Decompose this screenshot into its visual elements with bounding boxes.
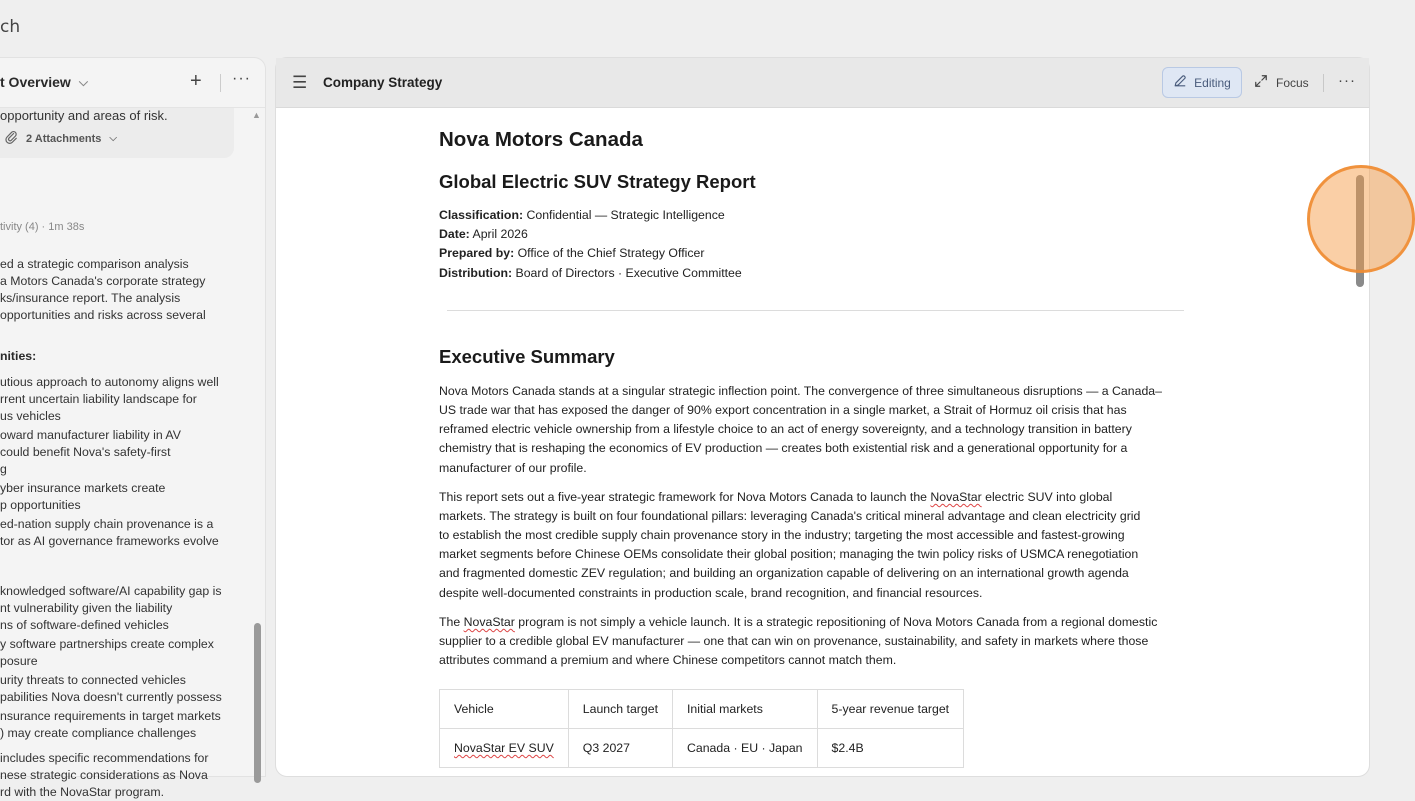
cell-text: NovaStar EV SUV xyxy=(454,741,554,755)
report-title: Global Electric SUV Strategy Report xyxy=(439,171,756,192)
table-cell[interactable]: Q3 2027 xyxy=(568,729,672,768)
document-title: Company Strategy xyxy=(323,75,443,90)
company-heading: Nova Motors Canada xyxy=(439,128,643,151)
response-line: oward manufacturer liability in AV xyxy=(0,428,181,442)
paragraph-line: reframed electric vehicle ownership from a lifestyle choice to an act of energy sovereignty, and a technology transition in battery xyxy=(439,422,1132,436)
more-options-icon[interactable]: ··· xyxy=(232,70,251,87)
add-icon[interactable]: + xyxy=(190,70,202,92)
paragraph-line: and fragmented domestic ZEV regulation; and building an organization capable of delivering on an international growth agenda xyxy=(439,566,1129,580)
response-line: could benefit Nova's safety-first xyxy=(0,445,171,459)
pencil-icon xyxy=(1173,74,1187,91)
text-run: This report sets out a five-year strategic framework for Nova Motors Canada to launch the xyxy=(439,490,931,504)
response-line: a Motors Canada's corporate strategy xyxy=(0,274,206,288)
paragraph-line: markets. The strategy is built on four foundational pillars: leveraging Canada's critical mineral advantage and clean electricity grid xyxy=(439,509,1141,523)
meta-label: Date: xyxy=(439,227,470,241)
launch-table[interactable] xyxy=(439,689,964,768)
scroll-up-arrow-icon[interactable]: ▲ xyxy=(252,110,261,120)
meta-value: Confidential — Strategic Intelligence xyxy=(523,208,725,222)
conversation-body xyxy=(0,108,265,799)
response-line: pabilities Nova doesn't currently possess xyxy=(0,690,222,704)
meta-distribution xyxy=(439,266,742,280)
editing-label: Editing xyxy=(1194,75,1231,90)
section-heading: Executive Summary xyxy=(439,346,615,367)
paragraph-line: attributes command a premium and where Chinese competitors cannot match them. xyxy=(439,653,897,667)
cursor-highlight xyxy=(1307,165,1415,273)
meta-classification xyxy=(439,208,725,222)
conversation-panel xyxy=(0,57,266,799)
meta-prepared-by xyxy=(439,246,704,260)
conversation-header xyxy=(0,58,265,108)
user-message-card xyxy=(0,108,234,158)
expand-icon xyxy=(1254,74,1268,91)
attachments-toggle[interactable] xyxy=(4,130,117,147)
document-panel xyxy=(275,57,1370,777)
paragraph-line: chemistry that is reshaping the economics of EV production — creates both existential risk and a generational opportunity for a xyxy=(439,441,1128,455)
text-run: The xyxy=(439,615,464,629)
paragraph-line xyxy=(439,613,1157,632)
meta-value: Board of Directors · Executive Committee xyxy=(512,266,742,280)
response-line: posure xyxy=(0,654,38,668)
paperclip-icon xyxy=(4,130,18,147)
response-line: knowledged software/AI capability gap is xyxy=(0,584,222,598)
paragraph-line xyxy=(439,488,1112,507)
table-header-row xyxy=(440,690,964,729)
paragraph-line: Nova Motors Canada stands at a singular strategic inflection point. The convergence of three simultaneous disruptions — a Canada– xyxy=(439,384,1162,398)
misspelled-word: NovaStar xyxy=(930,490,982,504)
more-options-icon[interactable]: ··· xyxy=(1338,72,1356,89)
table-cell[interactable]: Canada · EU · Japan xyxy=(673,729,818,768)
response-line: opportunities and risks across several xyxy=(0,308,206,322)
response-line: utious approach to autonomy aligns well xyxy=(0,375,219,389)
table-header-cell[interactable]: Launch target xyxy=(568,690,672,729)
response-line: ns of software-defined vehicles xyxy=(0,618,169,632)
conversation-title-text: t Overview xyxy=(0,74,71,90)
scrollbar-thumb[interactable] xyxy=(254,623,261,783)
response-line: ks/insurance report. The analysis xyxy=(0,291,181,305)
document-body[interactable] xyxy=(276,108,1369,778)
response-line: nese strategic considerations as Nova xyxy=(0,768,208,782)
table-cell[interactable] xyxy=(440,729,569,768)
text-run: program is not simply a vehicle launch. It is a strategic repositioning of Nova Motors Canada from a regional domestic xyxy=(514,615,1158,629)
meta-date xyxy=(439,227,528,241)
response-line: rd with the NovaStar program. xyxy=(0,785,165,799)
paragraph-line: supplier to a credible global EV manufacturer — one that can win on provenance, sustainability, and safety in markets where those xyxy=(439,634,1149,648)
divider xyxy=(1323,74,1324,92)
response-line: ed-nation supply chain provenance is a xyxy=(0,517,214,531)
search-label: ch xyxy=(0,17,21,37)
chevron-down-icon[interactable]: ⌵ xyxy=(78,74,88,89)
attachments-label: 2 Attachments xyxy=(26,132,102,145)
response-line: nsurance requirements in target markets xyxy=(0,709,221,723)
response-line: rrent uncertain liability landscape for xyxy=(0,392,197,406)
response-line: p opportunities xyxy=(0,498,81,512)
meta-label: Prepared by: xyxy=(439,246,515,260)
response-line: nt vulnerability given the liability xyxy=(0,601,173,615)
paragraph-line: despite well-documented constraints in production scale, brand recognition, and financial resources. xyxy=(439,586,983,600)
message-text: opportunity and areas of risk. xyxy=(0,108,168,123)
table-header-cell[interactable]: Initial markets xyxy=(673,690,818,729)
meta-value: Office of the Chief Strategy Officer xyxy=(514,246,705,260)
table-header-cell[interactable]: 5-year revenue target xyxy=(817,690,964,729)
response-line: us vehicles xyxy=(0,409,61,423)
paragraph-line: market segments before Chinese OEMs consolidate their global position; managing the twin policy risks of USMCA renegotiation xyxy=(439,547,1139,561)
focus-button[interactable] xyxy=(1254,67,1309,98)
opportunities-heading: nities: xyxy=(0,349,37,363)
divider xyxy=(220,74,221,92)
meta-label: Classification: xyxy=(439,208,524,222)
meta-value: April 2026 xyxy=(469,227,528,241)
horizontal-rule xyxy=(447,310,1184,311)
menu-icon[interactable]: ☰ xyxy=(292,73,308,92)
response-line: ed a strategic comparison analysis xyxy=(0,257,189,271)
response-line: y software partnerships create complex xyxy=(0,637,214,651)
paragraph-line: US trade war that has exposed the danger of 90% export concentration in a single market, a Strait of Hormuz oil crisis that has xyxy=(439,403,1127,417)
response-line: g xyxy=(0,462,7,476)
meta-label: Distribution: xyxy=(439,266,513,280)
paragraph-line: manufacturer of our profile. xyxy=(439,461,587,475)
focus-label: Focus xyxy=(1276,75,1309,90)
activity-status[interactable]: tivity (4) · 1m 38s xyxy=(0,221,85,233)
text-run: electric SUV into global xyxy=(981,490,1113,504)
table-cell[interactable]: $2.4B xyxy=(817,729,964,768)
conversation-title[interactable] xyxy=(0,74,88,90)
response-line: ) may create compliance challenges xyxy=(0,726,197,740)
response-line: tor as AI governance frameworks evolve xyxy=(0,534,219,548)
document-header xyxy=(276,58,1369,108)
chevron-down-icon: ⌵ xyxy=(109,133,117,144)
paragraph-line: to establish the most credible supply chain provenance story in the industry; targeting the most accessible and fastest-growing xyxy=(439,528,1125,542)
editing-button[interactable] xyxy=(1162,67,1242,98)
table-row xyxy=(440,729,964,768)
response-line: yber insurance markets create xyxy=(0,481,166,495)
response-line: urity threats to connected vehicles xyxy=(0,673,186,687)
misspelled-word: NovaStar xyxy=(463,615,515,629)
table-header-cell[interactable]: Vehicle xyxy=(440,690,569,729)
response-line: includes specific recommendations for xyxy=(0,751,209,765)
